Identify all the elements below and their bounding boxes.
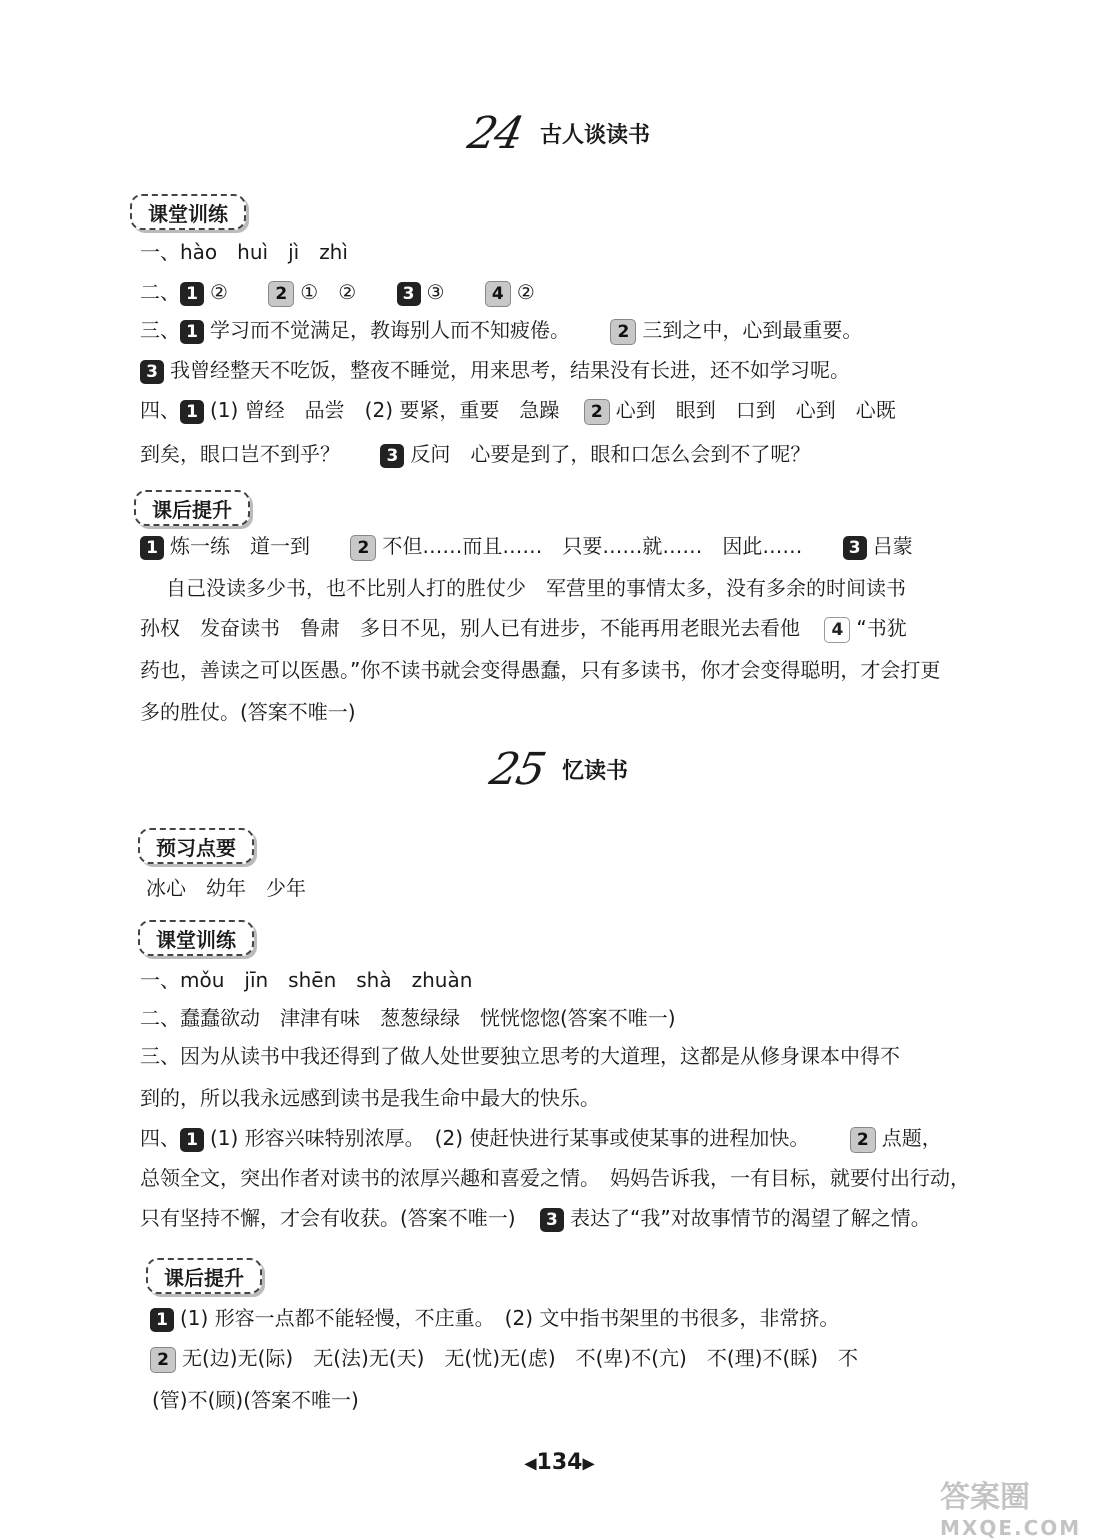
question-badge: 1	[180, 1128, 204, 1152]
answer-line: 四、 1 (1) 曾经 品尝 (2) 要紧，重要 急躁 2 心到 眼到 口到 心到 心既	[140, 396, 1020, 425]
lesson-name: 古人谈读书	[540, 123, 651, 148]
question-badge: 1	[180, 320, 204, 344]
answer-line: 冰心 幼年 少年	[146, 876, 306, 900]
section-label-preview: 预习点要	[138, 828, 254, 864]
answer-line: 1 (1) 形容一点都不能轻慢，不庄重。 (2) 文中指书架里的书很多，非常挤。	[150, 1304, 1030, 1332]
answer-line: 三、 1 学习而不觉满足，教诲别人而不知疲倦。 2 三到之中，心到最重要。	[140, 316, 1020, 345]
right-arrow-icon: ▶	[582, 1453, 595, 1473]
section-label-after-class: 课后提升	[146, 1258, 262, 1294]
question-badge: 3	[380, 444, 404, 468]
question-badge: 2	[610, 319, 636, 345]
question-badge: 1	[140, 536, 164, 560]
answer-line: 一、mǒu jīn shēn shà zhuàn	[140, 968, 473, 992]
answer-line: 到的，所以我永远感到读书是我生命中最大的快乐。	[140, 1086, 600, 1110]
question-badge: 2	[268, 281, 294, 307]
question-badge: 4	[485, 281, 511, 307]
answer-line: 二、 1 ② 2 ① ② 3 ③ 4 ②	[140, 278, 1020, 307]
answer-line: 药也，善读之可以医愚。”你不读书就会变得愚蠢，只有多读书，你才会变得聪明，才会打更	[140, 658, 941, 682]
lesson-name: 忆读书	[562, 759, 629, 784]
watermark-logo: 答案圈 MXQE.COM	[940, 1480, 1082, 1540]
lesson-number: 25	[485, 744, 549, 795]
question-badge: 1	[180, 400, 204, 424]
answer-line: 2 无(边)无(际) 无(法)无(天) 无(忧)无(虑) 不(卑)不(亢) 不(理)不(睬) 不	[150, 1344, 1030, 1373]
question-badge: 2	[850, 1127, 876, 1153]
section-label-after-class: 课后提升	[134, 490, 250, 526]
page-number: ◀134▶	[524, 1450, 595, 1475]
left-arrow-icon: ◀	[524, 1453, 537, 1473]
question-badge: 3	[540, 1208, 564, 1232]
lesson-24-title	[0, 108, 1119, 159]
question-badge: 1	[180, 282, 204, 306]
answer-line: 多的胜仗。(答案不唯一)	[140, 700, 356, 724]
question-badge: 2	[584, 399, 610, 425]
lesson-number: 24	[463, 108, 527, 159]
question-badge: 4	[824, 617, 850, 643]
question-badge: 2	[150, 1347, 176, 1373]
answer-line: 孙权 发奋读书 鲁肃 多日不见，别人已有进步，不能再用老眼光去看他 4 “书犹	[140, 614, 1020, 643]
answer-line: 只有坚持不懈，才会有收获。(答案不唯一) 3 表达了“我”对故事情节的渴望了解之情。	[140, 1206, 931, 1230]
question-badge: 3	[140, 360, 164, 384]
answer-line: 二、蠢蠢欲动 津津有味 葱葱绿绿 恍恍惚惚(答案不唯一)	[140, 1006, 676, 1030]
answer-line: 一、hào huì jì zhì	[140, 240, 348, 264]
answer-line: 到矣，眼口岂不到乎？ 3 反问 心要是到了，眼和口怎么会到不了呢？	[140, 442, 811, 466]
question-badge: 1	[150, 1308, 174, 1332]
section-label-classroom: 课堂训练	[130, 194, 246, 230]
answer-line: 三、因为从读书中我还得到了做人处世要独立思考的大道理，这都是从修身课本中得不	[140, 1044, 900, 1068]
lesson-25-title	[0, 744, 1119, 795]
answer-line: 自己没读多少书，也不比别人打的胜仗少 军营里的事情太多，没有多余的时间读书	[166, 576, 906, 600]
question-badge: 3	[397, 282, 421, 306]
question-badge: 2	[350, 535, 376, 561]
answer-line: 1 炼一练 道一到 2 不但……而且…… 只要……就…… 因此…… 3 吕蒙	[140, 532, 1020, 561]
question-badge: 3	[843, 536, 867, 560]
section-label-classroom: 课堂训练	[138, 920, 254, 956]
answer-line: 总领全文，突出作者对读书的浓厚兴趣和喜爱之情。 妈妈告诉我，一有目标，就要付出行动，	[140, 1166, 970, 1190]
answer-line: (管)不(顾)(答案不唯一)	[152, 1388, 359, 1412]
answer-line: 四、 1 (1) 形容兴味特别浓厚。 (2) 使赶快进行某事或使某事的进程加快。 2 点题，	[140, 1124, 1020, 1153]
answer-line: 3 我曾经整天不吃饭，整夜不睡觉，用来思考，结果没有长进，还不如学习呢。	[140, 356, 1020, 384]
